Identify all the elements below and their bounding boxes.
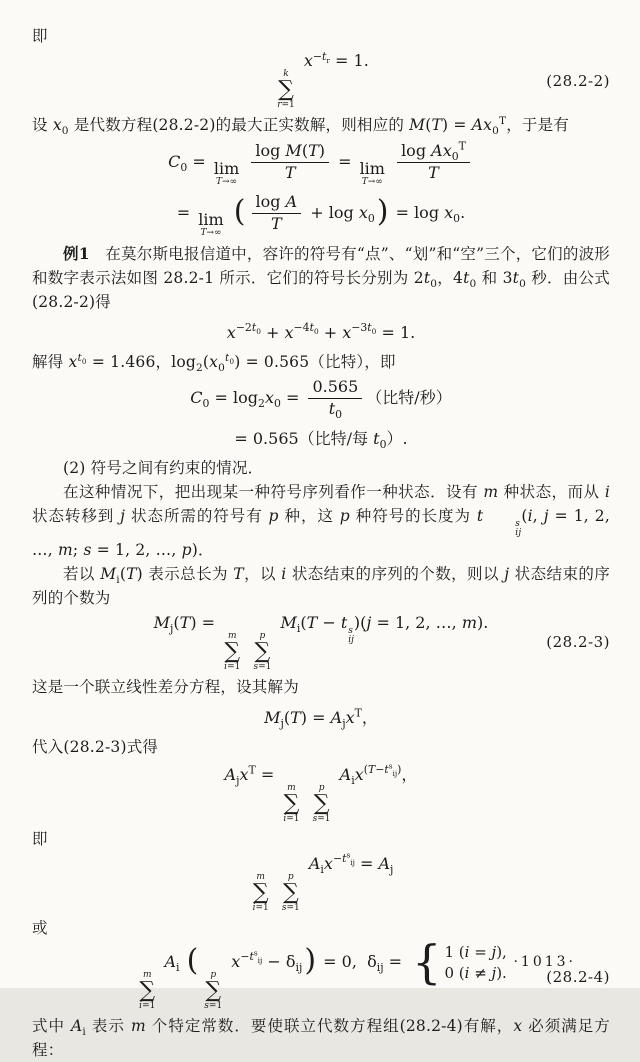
equation-number: (28.2-4) <box>546 967 610 986</box>
morse-characteristic-equation <box>32 317 610 347</box>
paragraph: 设 $x_0$ 是代数方程(28.2-2)的最大正实数解，则相应的 $M(T) = Ax_0^T$，于是有 <box>32 114 570 138</box>
sequence-count-paragraph: 若以 $M_i(T)$ 表示总长为 T，以 i 状态结束的序列的个数，则以 j 状态结束的序列的个数为 <box>32 564 611 607</box>
substitute-paragraph: 代入(28.2-3)式得 <box>32 737 159 756</box>
solution-ansatz-equation <box>32 702 610 732</box>
equation-28-2-3 <box>32 613 610 672</box>
formula: $M_j(T) = A_jx^T$， <box>264 706 378 731</box>
formula: $C_0 = \log_2x_0$ = $\frac{0.565}{t_0}$ （比特/秒） <box>190 377 452 421</box>
formula: m ∑ i=1 p ∑ s=1 $A_ix^{-t^s_{ij}} = A_j$ <box>252 850 394 913</box>
formula: $A_jx^T$ = m ∑ i=1 p ∑ s=1 $A_ix^{(T-t^s_{ij})}$， <box>224 761 418 824</box>
connector-word: 即 <box>32 829 48 848</box>
formula: $x^{-2t_0} + x^{-4t_0} + x^{-3t_0} = 1$. <box>226 321 416 342</box>
states-paragraph: 在这种情况下，把出现某一种符号序列看作一种状态．设有 m 种状态，而从 i 状态转移到 j 状态所需的符号有 p 种，这 p 种符号的长度为 t s ij (i, j = 1, 2, …, m; s = 1, 2, …, p)． <box>32 482 610 559</box>
formula: = lim T→∞ ( $\frac{\text{log A}}{T}$ + $\log x_0) = \log x_0$. <box>176 191 466 238</box>
section-2-heading: (2) 符号之间有约束的情况． <box>63 458 264 477</box>
difference-equation-paragraph: 这是一个联立线性差分方程，设其解为 <box>32 677 299 696</box>
closing-paragraph: 式中 $A_i$ 表示 m 个特定常数．要使联立代数方程组(28.2-4)有解，x 必须满足方程： <box>32 1016 610 1059</box>
formula: $C_0$ = lim T→∞ $\frac{\text{log M(T)}}{T}$ = lim T→∞ $\frac{\log Ax_0^T}{T}$ <box>168 141 474 187</box>
formula: k ∑ r=1 $x^{-t_r} = 1$. <box>277 49 369 110</box>
equation-28-2-4 <box>32 934 610 1011</box>
example-1-paragraph: 例1 在莫尔斯电报信道中，容许的符号有“点”、“划”和“空”三个，它们的波形和数字表示法如图 28.2-1 所示．它们的符号长分别为 $2t_0$，$4t_0$ 和 $3t_0$ 秒．由公式(28.2-2)得 <box>32 244 610 311</box>
capacity-value-equation-line2 <box>32 423 610 453</box>
connector-word: 即 <box>32 27 48 45</box>
substituted-equation <box>32 762 610 824</box>
page-number: ·1013· <box>513 954 576 970</box>
solution-paragraph: 解得 $x^{t_0} = 1.466$，$\log_2(x_0^{t_0}) = 0.565$（比特），即 <box>32 351 396 375</box>
capacity-value-equation-line1 <box>32 377 610 420</box>
capacity-limit-equation-line2 <box>32 191 610 239</box>
connector-word: 或 <box>32 918 48 937</box>
reduced-equation <box>32 850 610 913</box>
formula: = 0.565（比特/每 $t_0$）. <box>234 429 408 452</box>
capacity-limit-equation-line1 <box>32 140 610 188</box>
equation-number: (28.2-2) <box>546 71 610 90</box>
equation-28-2-2 <box>32 51 610 110</box>
equation-number: (28.2-3) <box>546 633 610 652</box>
formula: m ∑ i=1 $A_i$ ( p ∑ s=1 $x^{-t^s_{ij}} - \delta_{ij}) = 0$, $\delta_{ij}$ = { 1 (i = j), 0 (i ≠ j). <box>139 934 507 1011</box>
formula: $M_j(T)$ = m ∑ i=1 p ∑ s=1 $M_i(T - t$ s ij )(j = 1, 2, …, m). <box>153 612 489 672</box>
